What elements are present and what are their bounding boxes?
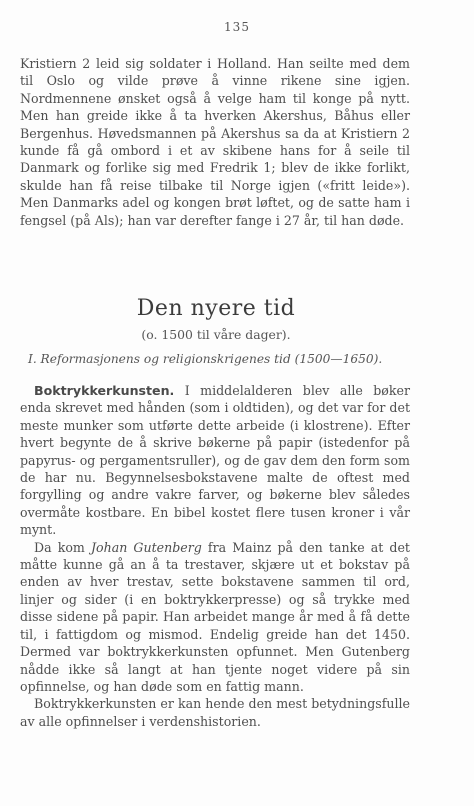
chapter-subtitle: (o. 1500 til våre dager). <box>141 327 291 342</box>
page-number: 135 <box>224 20 250 34</box>
printing-paragraph-2-text: fra Mainz på den tanke at det måtte kunne gå an å ta trestaver, skjære ut et bokstav på enden av hver trestav, sette bokstavene sammen til ord, linjer og sider (i en boktrykkerpresse) og så trykke med disse sidene på papir. Han arbeidet mange år med å få dette til, i fattigdom og mismod. Endelig greide han det 1450. Dermed var boktrykkerkunsten opfunnet. Men Gutenberg nådde ikke så langt at han tjente noget videre på sin opfinnelse, og han døde som en fattig mann. <box>20 539 410 694</box>
printing-lead-heading: Boktrykkerkunsten. <box>34 383 175 398</box>
section-title: I. Reformasjonens og religionskrigenes tid (1500—1650). <box>28 352 383 366</box>
printing-text-block <box>20 382 410 730</box>
printing-paragraph-1-text: I middelalderen blev alle bøker enda skrevet med hånden (som i oldtiden), og det var for det meste munker som utførte dette arbeide (i klostrene). Efter hvert begynte de å skrive bøkerne på papir (istedenfor på papyrus- og pergamentsruller), og de gav dem den form som de har nu. Begynnelsesbokstavene malte de oftest med forgylling og andre vakre farver, og bøkerne blev således overmåte kostbare. En bibel kostet flere tusen kroner i vår mynt. <box>20 383 410 538</box>
intro-paragraph: Kristiern 2 leid sig soldater i Holland. Han seilte med dem til Oslo og vilde prøve å vinne rikene sine igjen. Nordmennene ønsket også å velge ham til konge på nytt. Men han greide ikke å ta hverken Akershus, Båhus eller Bergenhus. Høvedsmannen på Akershus sa da at Kristiern 2 kunde få gå ombord i et av skibene hans for å seile til Danmark og forlike sig med Fredrik 1; blev de ikke forlikt, skulde han få reise tilbake til Norge igjen («fritt leide»). Men Danmarks adel og kongen brøt løftet, og de satte ham i fengsel (på Als); han var derefter fange i 27 år, til han døde. <box>20 56 410 228</box>
printing-paragraph-1 <box>20 382 410 539</box>
intro-text-block <box>20 55 410 229</box>
gutenberg-name: Johan Gutenberg <box>90 539 202 555</box>
printing-paragraph-3: Boktrykkerkunsten er kan hende den mest betydningsfulle av alle opfinnelser i verdenshistorien. <box>20 696 410 729</box>
chapter-title: Den nyere tid <box>136 296 296 321</box>
printing-paragraph-2 <box>20 539 410 696</box>
printing-paragraph-2-start: Da kom <box>34 539 91 555</box>
